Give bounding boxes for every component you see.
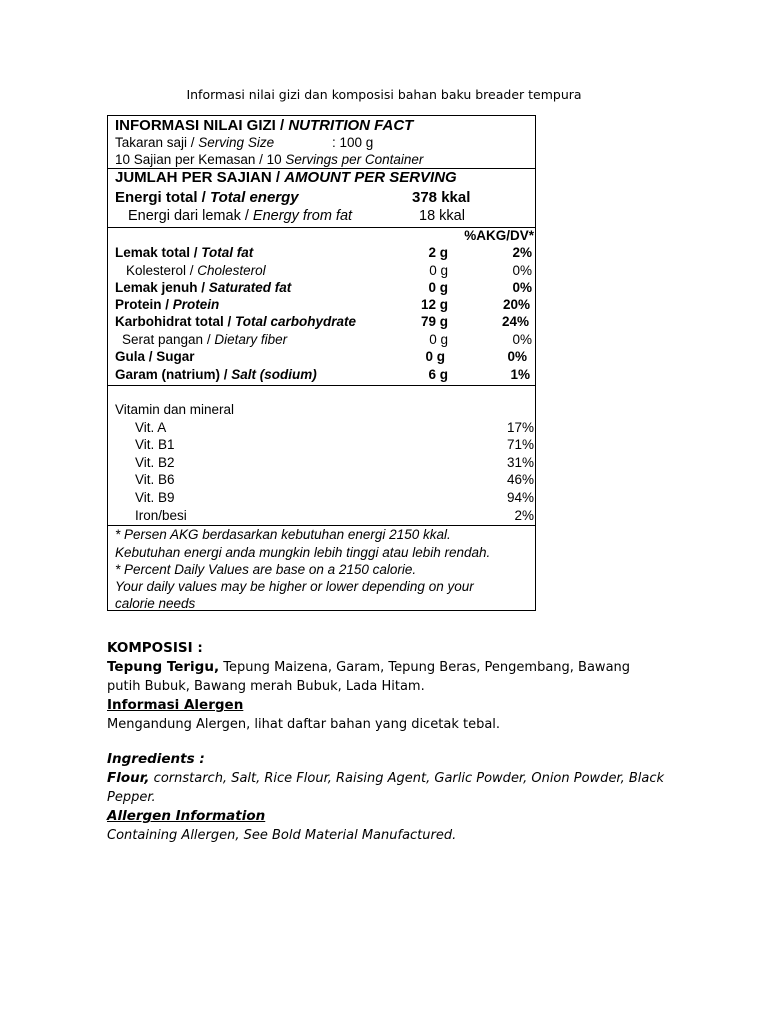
energy-fat-id: Energi dari lemak / [128,208,253,224]
nutrient-label: Gula / Sugar [115,349,195,364]
nutrient-dv: 0% [507,349,527,364]
ingredients-rest: cornstarch, Salt, Rice Flour, Raising Agent, Garlic Powder, Onion Powder, Black Pepper. [107,771,665,805]
nutrient-label: Lemak total / [115,245,202,260]
energy-total-id: Energi total / [115,189,211,206]
vitamin-name: Vit. B1 [135,437,175,452]
vitamin-dv: 17% [506,420,534,435]
allergen-en-text: Containing Allergen, See Bold Material Manufactured. [107,828,457,843]
footnote-akg: * Persen AKG berdasarkan kebutuhan energi 2150 kkal. [115,527,451,542]
nutrient-label: Karbohidrat total / [115,314,236,329]
serving-size-id: Takaran saji / [115,135,199,150]
energy-total-en: Total energy [210,189,299,206]
serving-size-en: Serving Size [198,135,275,150]
nutrient-label: Lemak jenuh / [115,280,209,295]
alergen-label: Informasi Alergen [107,697,244,713]
energy-total-label [115,189,299,206]
nutrition-facts-panel [107,115,536,611]
vitamin-dv: 31% [506,455,534,470]
footnote-energy: Kebutuhan energi anda mungkin lebih tinggi atau lebih rendah. [115,545,491,560]
servings-id: 10 Sajian per Kemasan / 10 [115,152,286,167]
nutrient-dv: 24% [501,314,529,329]
nutrient-label-en: Saturated fat [208,280,292,295]
document-title: Informasi nilai gizi dan komposisi bahan baku breader tempura [186,87,582,102]
vitamin-name: Vit. B6 [135,472,175,487]
vitamin-dv: 71% [506,437,534,452]
footnote-dv: * Percent Daily Values are base on a 2150 calorie. [115,562,417,577]
ingredients-text [107,769,667,807]
nutrient-amount: 0 g [429,332,448,347]
nutrition-header [115,117,413,134]
nutrient-amount: 0 g [425,349,445,364]
ingredients-bold: Flour, [107,770,150,786]
nutrient-label: Garam (natrium) / [115,367,232,382]
vitamin-header: Vitamin dan mineral [115,402,235,417]
nutrient-label-en: Salt (sodium) [231,367,317,382]
footnote-daily-values: Your daily values may be higher or lower depending on your calorie needs [115,579,474,611]
nutrient-label-en: Cholesterol [197,263,266,278]
nutrient-row-dietary-fiber [122,332,287,347]
nutrition-header-en: NUTRITION FACT [288,117,414,134]
vitamin-name: Vit. B9 [135,490,175,505]
nutrition-header-id: INFORMASI NILAI GIZI / [115,117,289,134]
ingredients-label: Ingredients : [107,751,205,767]
komposisi-text [107,658,667,696]
nutrient-label: Serat pangan / [122,332,215,347]
nutrient-row-total-fat [115,245,253,260]
nutrient-row-carbohydrate [115,314,356,329]
energy-total-value: 378 kkal [412,189,471,206]
amount-per-serving-header [115,169,457,186]
nutrient-amount: 0 g [428,280,448,295]
dv-header: %AKG/DV* [464,228,534,243]
nutrient-label: Protein / [115,297,173,312]
spacer [107,734,667,750]
nutrient-amount: 79 g [420,314,448,329]
komposisi-bold: Tepung Terigu, [107,659,220,675]
nutrient-row-saturated-fat [115,280,291,295]
komposisi-label: KOMPOSISI : [107,640,203,656]
energy-fat-value: 18 kkal [419,208,465,224]
nutrient-label: Kolesterol / [126,263,198,278]
nutrient-dv: 0% [512,332,532,347]
serving-size-label [115,135,274,150]
nutrient-dv: 0% [512,263,532,278]
vitamin-dv: 94% [506,490,534,505]
servings-per-container [115,152,423,167]
nutrient-row-sugar [115,349,195,364]
nutrient-dv: 1% [510,367,530,382]
nutrient-amount: 0 g [429,263,448,278]
vitamin-dv: 2% [514,508,534,523]
komposisi-rest: Tepung Maizena, Garam, Tepung Beras, Pengembang, Bawang putih Bubuk, Bawang merah Bubuk, Lada Hitam. [107,660,631,694]
amount-id: JUMLAH PER SAJIAN / [115,169,285,186]
nutrient-label-en: Protein [172,297,220,312]
nutrient-row-protein [115,297,219,312]
composition-section [107,639,667,845]
vitamin-name: Vit. B2 [135,455,175,470]
vitamin-name: Vit. A [135,420,167,435]
vitamin-dv: 46% [506,472,534,487]
energy-fat-label [128,208,352,224]
nutrient-label-en: Total carbohydrate [235,314,357,329]
nutrient-dv: 20% [502,297,530,312]
amount-en: AMOUNT PER SERVING [284,169,457,186]
nutrient-row-salt [115,367,317,382]
nutrient-dv: 0% [512,280,532,295]
nutrient-amount: 6 g [428,367,448,382]
serving-size-value: : 100 g [332,135,374,150]
energy-fat-en: Energy from fat [252,208,353,224]
nutrient-amount: 2 g [428,245,448,260]
nutrient-amount: 12 g [420,297,448,312]
allergen-en-label: Allergen Information [107,808,266,824]
nutrient-label-en: Total fat [201,245,254,260]
alergen-text: Mengandung Alergen, lihat daftar bahan yang dicetak tebal. [107,717,501,732]
vitamin-name: Iron/besi [135,508,187,523]
nutrient-row-cholesterol [126,263,266,278]
divider [108,385,535,386]
nutrient-dv: 2% [512,245,532,260]
nutrient-label-en: Dietary fiber [214,332,288,347]
servings-en: Servings per Container [285,152,424,167]
